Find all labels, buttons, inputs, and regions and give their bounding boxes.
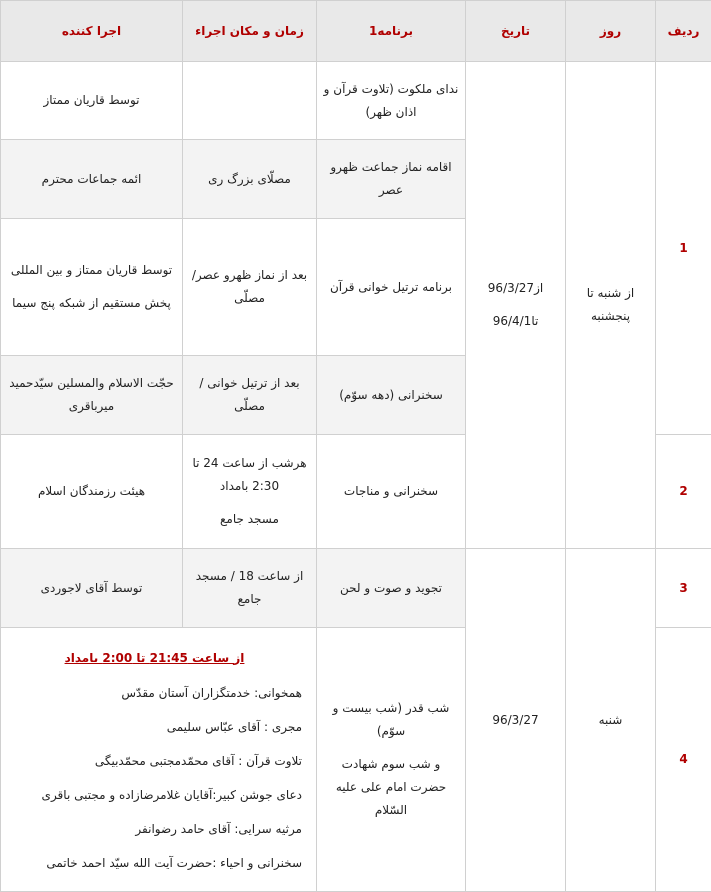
row4-line: سخنرانی و احیاء :حضرت آیت الله سیّد احمد خاتمی: [46, 855, 302, 870]
row2-program: سخنرانی و مناجات: [317, 435, 466, 549]
row3-performer: توسط آقای لاجوردی: [1, 549, 183, 628]
row3-rooz: شنبه: [566, 549, 656, 892]
header-radif: ردیف: [656, 1, 711, 62]
row4-line: تلاوت قرآن : آقای محمّدمجتبی محمّدبیگی: [94, 753, 302, 768]
row4-program-a: شب قدر (شب بیست و سوّم): [332, 701, 450, 738]
row4-line: دعای جوشن کبیر:آقایان غلامرضازاده و مجتبی باقری: [41, 787, 302, 802]
row1-program-2: اقامه نماز جماعت ظهرو عصر: [317, 140, 466, 219]
row1-program-4: سخنرانی (دهه سوّم): [317, 356, 466, 435]
row2-time: [183, 435, 317, 549]
row4-time-head: از ساعت 21:45 تا 2:00 بامداد: [64, 650, 245, 665]
row1-time-3: بعد از نماز ظهرو عصر/مصلّی: [183, 219, 317, 356]
row1-program-1: ندای ملکوت (تلاوت قرآن و اذان ظهر): [317, 62, 466, 140]
row2-time-b: مسجد جامع: [220, 512, 279, 526]
row3-radif: 3: [656, 549, 711, 628]
row1-program-3: برنامه ترتیل خوانی قرآن: [317, 219, 466, 356]
row2-radif: 2: [656, 435, 711, 549]
header-rooz: روز: [566, 1, 656, 62]
header-tarikh: تاریخ: [466, 1, 566, 62]
table-row: [1, 549, 711, 628]
row2-time-a: هرشب از ساعت 24 تا 2:30 بامداد: [192, 456, 307, 493]
table-row: [1, 62, 711, 140]
row1-radif: 1: [656, 62, 711, 435]
row4-radif: 4: [656, 628, 711, 892]
row1-time-1: [183, 62, 317, 140]
row1-performer-2: ائمه جماعات محترم: [1, 140, 183, 219]
header-ejra: اجرا کننده: [1, 1, 183, 62]
row2-performer: هیئت رزمندگان اسلام: [1, 435, 183, 549]
row1-time-2: مصلّای بزرگ ری: [183, 140, 317, 219]
row4-program-b: و شب سوم شهادت حضرت امام علی علیه السّلام: [335, 757, 447, 817]
header-barnameh: برنامه1: [317, 1, 466, 62]
row1-tarikh: [466, 62, 566, 549]
row1-tarikh-start: از96/3/27: [487, 281, 544, 295]
row3-time: از ساعت 18 / مسجد جامع: [183, 549, 317, 628]
row3-program: تجوید و صوت و لحن: [317, 549, 466, 628]
row4-line: مجری : آقای عبّاس سلیمی: [166, 719, 302, 734]
row1-rooz: [566, 62, 656, 549]
row1-performer-4: حجّت الاسلام والمسلین سیّدحمید میرباقری: [1, 356, 183, 435]
row3-tarikh: 96/3/27: [466, 549, 566, 892]
row4-details: [1, 628, 317, 892]
row4-line: همخوانی: خدمتگزاران آستان مقدّس: [121, 685, 302, 700]
header-zaman: زمان و مکان اجراء: [183, 1, 317, 62]
row1-performer-1: توسط قاریان ممتاز: [1, 62, 183, 140]
row1-time-4: بعد از ترتیل خوانی / مصلّی: [183, 356, 317, 435]
row4-program: [317, 628, 466, 892]
row1-rooz-text: از شنبه تا پنجشنبه: [586, 286, 635, 323]
row4-line: مرثیه سرایی: آقای حامد رضوانفر: [135, 821, 302, 836]
header-row: [1, 1, 711, 62]
row1-performer-3b: پخش مستقیم از شبکه پنج سیما: [12, 296, 171, 310]
row1-performer-3a: توسط قاریان ممتاز و بین المللی: [10, 263, 173, 277]
row1-tarikh-end: تا96/4/1: [492, 314, 539, 328]
row1-performer-3: [1, 219, 183, 356]
